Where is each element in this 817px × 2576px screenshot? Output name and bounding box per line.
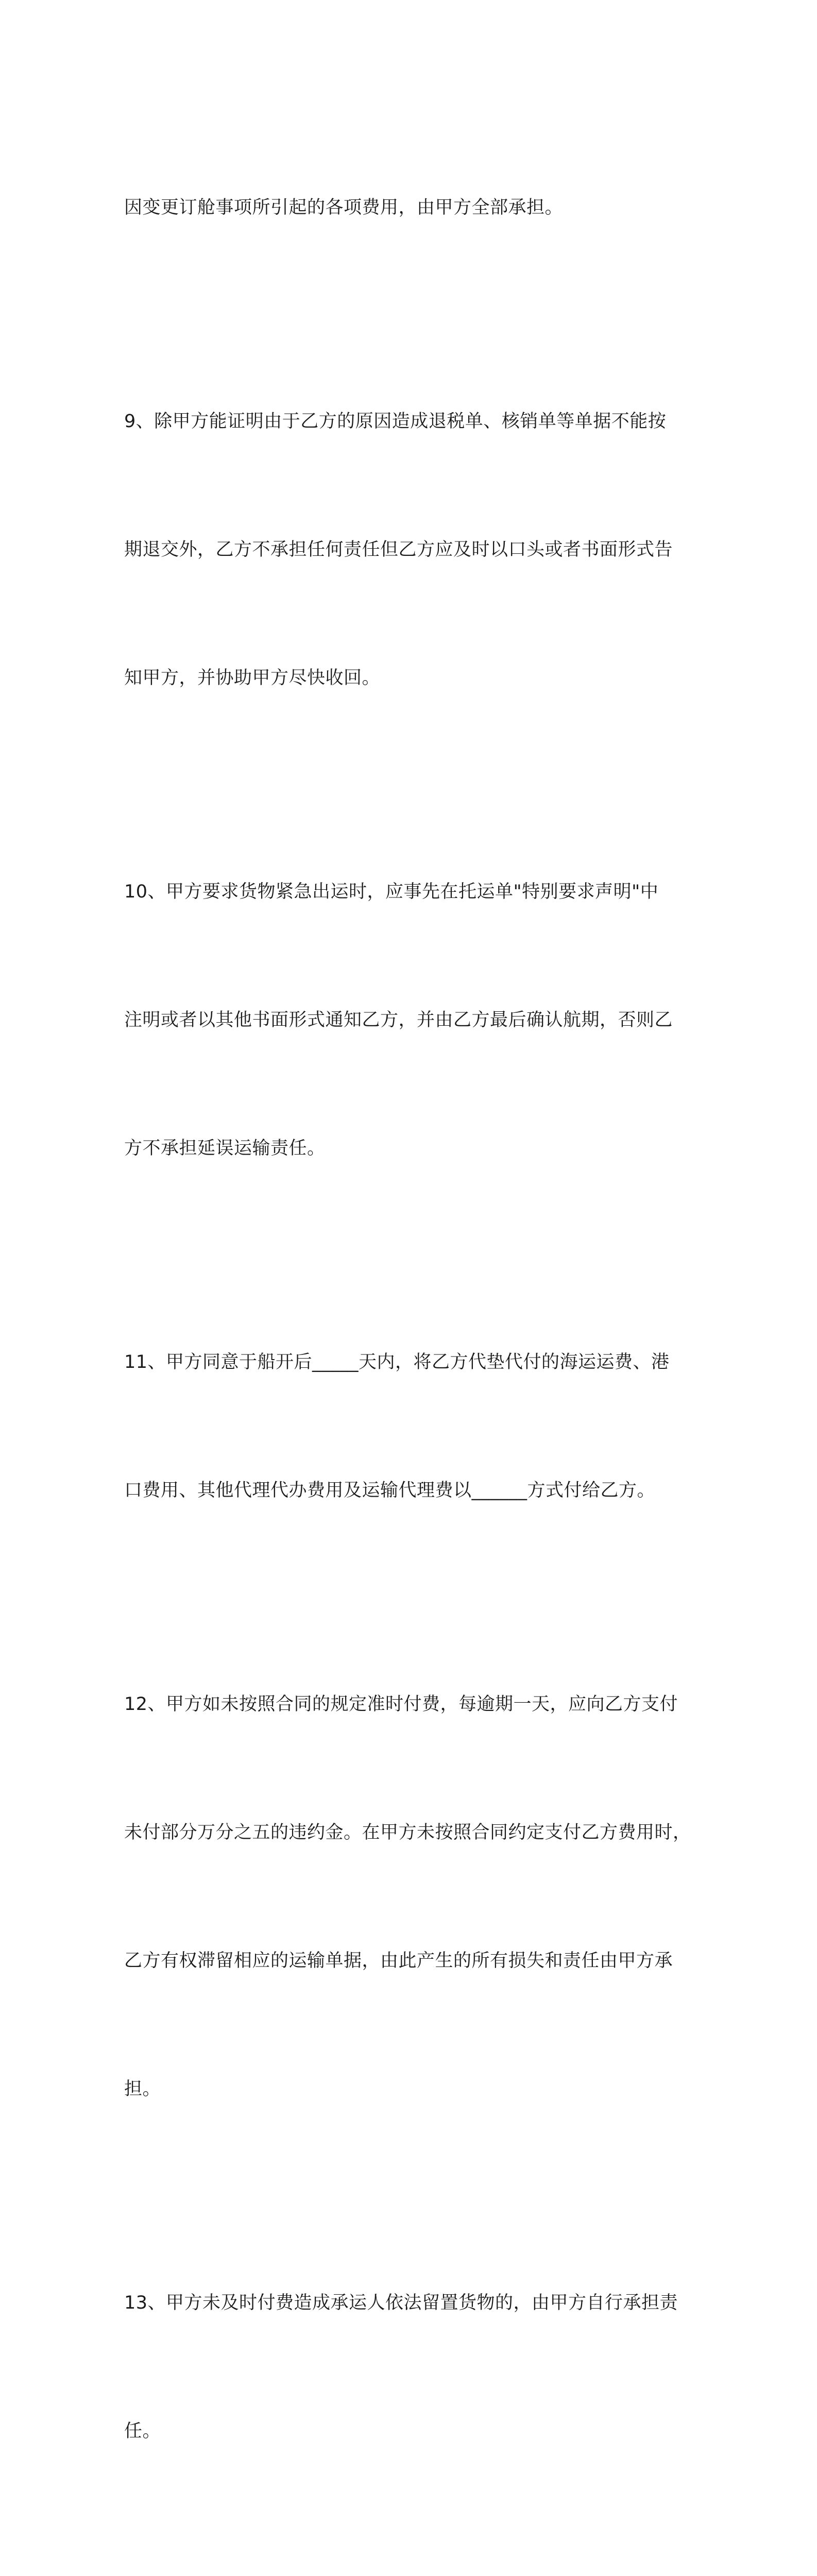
text-line: 因变更订舱事项所引起的各项费用，由甲方全部承担。 — [124, 197, 564, 218]
text-line: 12、甲方如未按照合同的规定准时付费，每逾期一天，应向乙方支付 — [124, 1694, 678, 1715]
text-line: 11、甲方同意于船开后_____天内，将乙方代垫代付的海运运费、港 — [124, 1352, 670, 1372]
text-line: 担。 — [124, 2079, 161, 2099]
clause-8-continuation — [124, 101, 701, 315]
clause-14 — [124, 2538, 701, 2576]
text-line: 任。 — [124, 2421, 161, 2442]
document-body — [124, 101, 701, 2576]
text-line: 口费用、其他代理代办费用及运输代理费以______方式付给乙方。 — [124, 1480, 656, 1501]
text-line: 9、除甲方能证明由于乙方的原因造成退税单、核销单等单据不能按 — [124, 411, 667, 432]
clause-9 — [124, 315, 701, 785]
text-line: 注明或者以其他书面形式通知乙方，并由乙方最后确认航期，否则乙 — [124, 1010, 673, 1030]
text-line: 知甲方，并协助甲方尽快收回。 — [124, 668, 381, 688]
text-line: 乙方有权滞留相应的运输单据，由此产生的所有损失和责任由甲方承 — [124, 1951, 673, 1971]
text-line: 10、甲方要求货物紧急出运时，应事先在托运单"特别要求声明"中 — [124, 882, 659, 902]
clause-12 — [124, 1598, 701, 2196]
clause-13 — [124, 2196, 701, 2538]
text-line: 13、甲方未及时付费造成承运人依法留置货物的，由甲方自行承担责 — [124, 2293, 678, 2313]
text-line: 期退交外，乙方不承担任何责任但乙方应及时以口头或者书面形式告 — [124, 539, 673, 560]
clause-11 — [124, 1256, 701, 1598]
clause-10 — [124, 785, 701, 1256]
text-line: 未付部分万分之五的违约金。在甲方未按照合同约定支付乙方费用时， — [124, 1822, 691, 1843]
text-line: 方不承担延误运输责任。 — [124, 1138, 326, 1159]
